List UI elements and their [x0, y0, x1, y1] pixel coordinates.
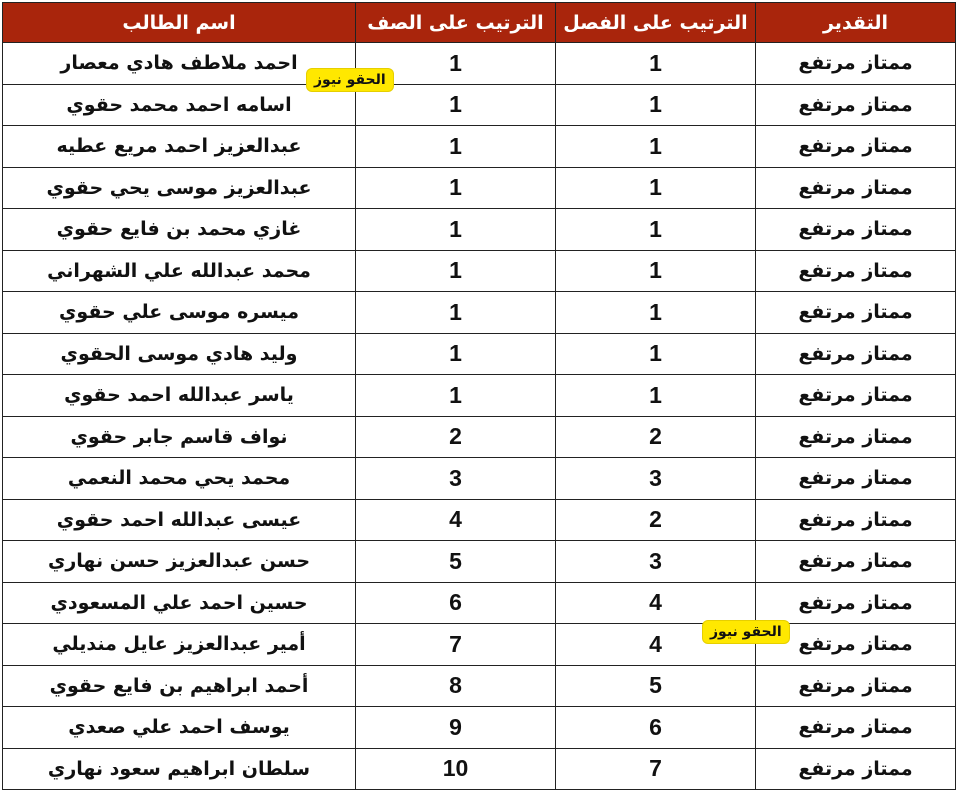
grade-rank-cell: 2	[356, 416, 556, 458]
class-rank-cell: 3	[556, 541, 756, 583]
grade-rank-cell: 1	[356, 43, 556, 85]
grade-cell: ممتاز مرتفع	[756, 375, 956, 417]
class-rank-cell: 4	[556, 624, 756, 666]
class-rank-cell: 1	[556, 126, 756, 168]
class-rank-cell: 5	[556, 665, 756, 707]
table-row	[3, 458, 956, 500]
class-rank-cell: 1	[556, 250, 756, 292]
table-row	[3, 624, 956, 666]
student-name-cell: اسامه احمد محمد حقوي	[3, 84, 356, 126]
grade-cell: ممتاز مرتفع	[756, 582, 956, 624]
class-rank-cell: 6	[556, 707, 756, 749]
table-row	[3, 209, 956, 251]
grade-rank-cell: 10	[356, 748, 556, 790]
grade-rank-cell: 1	[356, 250, 556, 292]
grade-cell: ممتاز مرتفع	[756, 624, 956, 666]
class-rank-cell: 1	[556, 84, 756, 126]
grade-rank-cell: 1	[356, 292, 556, 334]
student-name-cell: ميسره موسى علي حقوي	[3, 292, 356, 334]
grade-cell: ممتاز مرتفع	[756, 333, 956, 375]
table-row	[3, 126, 956, 168]
table-row	[3, 43, 956, 85]
header-student-name: اسم الطالب	[3, 3, 356, 43]
grade-rank-cell: 1	[356, 375, 556, 417]
student-name-cell: ياسر عبدالله احمد حقوي	[3, 375, 356, 417]
student-name-cell: عبدالعزيز احمد مريع عطيه	[3, 126, 356, 168]
table-row	[3, 541, 956, 583]
class-rank-cell: 1	[556, 292, 756, 334]
table-row	[3, 84, 956, 126]
class-rank-cell: 1	[556, 167, 756, 209]
header-row	[3, 3, 956, 43]
grade-cell: ممتاز مرتفع	[756, 209, 956, 251]
grade-rank-cell: 7	[356, 624, 556, 666]
grade-cell: ممتاز مرتفع	[756, 292, 956, 334]
table-row	[3, 665, 956, 707]
grade-cell: ممتاز مرتفع	[756, 541, 956, 583]
table-row	[3, 748, 956, 790]
student-name-cell: عيسى عبدالله احمد حقوي	[3, 499, 356, 541]
grade-cell: ممتاز مرتفع	[756, 665, 956, 707]
student-name-cell: حسين احمد علي المسعودي	[3, 582, 356, 624]
student-name-cell: وليد هادي موسى الحقوي	[3, 333, 356, 375]
class-rank-cell: 1	[556, 43, 756, 85]
class-rank-cell: 1	[556, 375, 756, 417]
grade-rank-cell: 6	[356, 582, 556, 624]
grade-cell: ممتاز مرتفع	[756, 43, 956, 85]
table-row	[3, 167, 956, 209]
table-body	[3, 43, 956, 790]
class-rank-cell: 2	[556, 499, 756, 541]
grade-rank-cell: 1	[356, 333, 556, 375]
watermark-label: الحقو نيوز	[307, 69, 393, 91]
grade-cell: ممتاز مرتفع	[756, 84, 956, 126]
results-table	[2, 2, 956, 790]
table-row	[3, 416, 956, 458]
class-rank-cell: 1	[556, 209, 756, 251]
table-row	[3, 250, 956, 292]
table-row	[3, 582, 956, 624]
grade-cell: ممتاز مرتفع	[756, 707, 956, 749]
header-grade: التقدير	[756, 3, 956, 43]
grade-rank-cell: 5	[356, 541, 556, 583]
grade-cell: ممتاز مرتفع	[756, 167, 956, 209]
grade-rank-cell: 1	[356, 167, 556, 209]
student-name-cell: سلطان ابراهيم سعود نهاري	[3, 748, 356, 790]
table-row	[3, 499, 956, 541]
class-rank-cell: 1	[556, 333, 756, 375]
class-rank-cell: 2	[556, 416, 756, 458]
watermark-label: الحقو نيوز	[703, 621, 789, 643]
student-name-cell: أحمد ابراهيم بن فايع حقوي	[3, 665, 356, 707]
table-row	[3, 707, 956, 749]
grade-cell: ممتاز مرتفع	[756, 416, 956, 458]
student-name-cell: محمد عبدالله علي الشهراني	[3, 250, 356, 292]
header-grade-rank: الترتيب على الصف	[356, 3, 556, 43]
student-name-cell: نواف قاسم جابر حقوي	[3, 416, 356, 458]
grade-rank-cell: 1	[356, 84, 556, 126]
student-name-cell: أمير عبدالعزيز عايل منديلي	[3, 624, 356, 666]
grade-cell: ممتاز مرتفع	[756, 748, 956, 790]
grade-rank-cell: 3	[356, 458, 556, 500]
table-row	[3, 375, 956, 417]
student-name-cell: غازي محمد بن فايع حقوي	[3, 209, 356, 251]
class-rank-cell: 4	[556, 582, 756, 624]
grade-rank-cell: 1	[356, 209, 556, 251]
grade-cell: ممتاز مرتفع	[756, 250, 956, 292]
student-name-cell: احمد ملاطف هادي معصار	[3, 43, 356, 85]
grade-cell: ممتاز مرتفع	[756, 458, 956, 500]
class-rank-cell: 7	[556, 748, 756, 790]
grade-rank-cell: 9	[356, 707, 556, 749]
student-name-cell: محمد يحي محمد النعمي	[3, 458, 356, 500]
grade-rank-cell: 8	[356, 665, 556, 707]
table-row	[3, 292, 956, 334]
class-rank-cell: 3	[556, 458, 756, 500]
table-header	[3, 3, 956, 43]
grade-rank-cell: 4	[356, 499, 556, 541]
grade-cell: ممتاز مرتفع	[756, 499, 956, 541]
table-row	[3, 333, 956, 375]
student-name-cell: عبدالعزيز موسى يحي حقوي	[3, 167, 356, 209]
header-class-rank: الترتيب على الفصل	[556, 3, 756, 43]
grade-cell: ممتاز مرتفع	[756, 126, 956, 168]
student-name-cell: يوسف احمد علي صعدي	[3, 707, 356, 749]
student-name-cell: حسن عبدالعزيز حسن نهاري	[3, 541, 356, 583]
grade-rank-cell: 1	[356, 126, 556, 168]
